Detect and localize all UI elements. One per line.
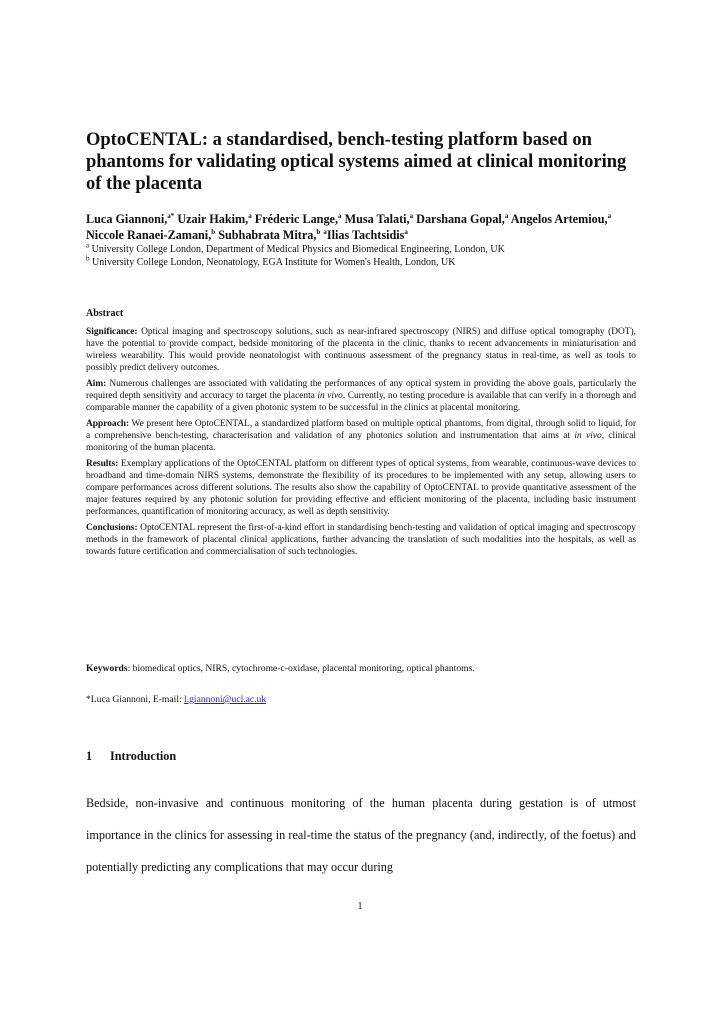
- abstract-label: Conclusions:: [86, 523, 138, 533]
- abstract-heading: Abstract: [86, 308, 124, 319]
- author-name: Fréderic Lange,: [254, 212, 339, 226]
- author-name: Subhabrata Mitra,: [218, 228, 317, 242]
- email-link[interactable]: l.giannoni@ucl.ac.uk: [184, 694, 267, 705]
- body-paragraph: Bedside, non-invasive and continuous monitoring of the human placenta during gestation is of utmost importance in the clinics for assessing in real-time the status of the pregnancy (and, indirectly, of the foetus) and potentially predicting any complications that may occur during: [86, 796, 636, 874]
- author-name: Darshana Gopal,: [416, 212, 505, 226]
- abstract-approach: [86, 418, 636, 454]
- affiliation-list: [86, 243, 646, 269]
- abstract-label: Approach:: [86, 419, 130, 429]
- section-number: 1: [86, 749, 93, 763]
- author-affiliation-mark: b: [316, 227, 321, 236]
- author-name: Musa Talati,: [344, 212, 410, 226]
- abstract-text: We present here OptoCENTAL, a standardized platform based on multiple optical phantoms, from digital, through solid to liquid, for a comprehensive bench-testing, characterisation and validation of any photonics solution and instrumentation that aims at: [86, 419, 636, 441]
- author-name: Luca Giannoni,: [86, 212, 168, 226]
- corresponding-author-name: *Luca Giannoni: [86, 694, 149, 705]
- author-affiliation-mark: a*: [167, 211, 175, 220]
- abstract-text: Exemplary applications of the OptoCENTAL platform on different types of optical systems, from wearable, continuous-wave devices to broadband and time-domain NIRS systems, demonstrate the flexibility of its procedures to be implemented with any setup, allowing users to compare performances across different solutions. The results also show the capability of OptoCENTAL to provide quantitative assessment of the major features required by any photonic solution for providing effective and efficient monitoring of the placenta, including basic instrument performances, quantification of monitoring accuracy, as well as depth sensitivity.: [86, 459, 636, 517]
- abstract-significance: [86, 326, 636, 374]
- affiliation: [86, 256, 646, 269]
- keywords-label: Keywords: [86, 663, 128, 674]
- abstract-text: OptoCENTAL represent the first-of-a-kind effort in standardising bench-testing and validation of optical imaging and spectroscopy methods in the framework of placental clinical applications, further advancing the translation of such modalities into the hospitals, as well as towards future certification and commercialisation of such technologies.: [86, 523, 636, 557]
- abstract-text: , clinical monitoring of the human placenta.: [86, 431, 636, 453]
- author-affiliation-mark: a: [323, 227, 327, 236]
- abstract-text: Numerous challenges are associated with validating the performances of any optical system in providing the above goals, particularly the required depth sensitivity and accuracy to target the placenta: [86, 379, 637, 401]
- author-list: [86, 211, 646, 243]
- affiliation-mark: a: [86, 241, 90, 250]
- author-affiliation-mark: a: [607, 211, 612, 220]
- email-label: , E-mail:: [148, 694, 185, 705]
- section-heading: [86, 749, 176, 764]
- author-affiliation-mark: a: [248, 211, 252, 220]
- abstract-text: . Currently, no testing procedure is available that can verify in a thorough and comparable manner the capability of a given photonic system to be successful in the clinics at placental monitoring.: [86, 391, 637, 413]
- affiliation-text: University College London, Neonatology, EGA Institute for Women's Health, London, UK: [92, 257, 456, 268]
- author-name: Angelos Artemiou,: [510, 212, 608, 226]
- abstract-italic-text: in vivo: [574, 431, 602, 441]
- abstract-results: [86, 458, 636, 518]
- section-title: Introduction: [110, 749, 177, 763]
- abstract-label: Significance:: [86, 327, 138, 337]
- paper-title: OptoCENTAL: a standardised, bench-testing platform based on phantoms for validating optical systems aimed at clinical monitoring of the placenta: [86, 130, 627, 194]
- abstract-body: [86, 326, 636, 562]
- affiliation: [86, 243, 646, 256]
- abstract-aim: [86, 378, 636, 414]
- keywords-text: : biomedical optics, NIRS, cytochrome-c-oxidase, placental monitoring, optical phantoms.: [127, 663, 475, 674]
- abstract-text: Optical imaging and spectroscopy solutions, such as near-infrared spectroscopy (NIRS) and diffuse optical tomography (DOT), have the potential to provide compact, bedside monitoring of the placenta in the clinic, thanks to recent advancements in miniaturisation and wireless wearability. This would provide neonatologist with continuous assessment of the pregnancy status in real-time, as well as tools to possibly predict delivery outcomes.: [86, 327, 636, 373]
- corresponding-author: [86, 694, 266, 705]
- abstract-label: Results:: [86, 459, 119, 469]
- page-number: 1: [357, 901, 363, 912]
- author-name: Ilias Tachtsidis: [326, 228, 405, 242]
- abstract-italic-text: in vivo: [317, 391, 343, 401]
- author-name: Uzair Hakim,: [177, 212, 249, 226]
- author-affiliation-mark: a: [404, 227, 408, 236]
- affiliation-mark: b: [86, 254, 90, 263]
- affiliation-text: University College London, Department of Medical Physics and Biomedical Engineering, London, UK: [91, 244, 505, 255]
- abstract-conclusions: [86, 522, 636, 558]
- abstract-label: Aim:: [86, 379, 107, 389]
- keywords: [86, 663, 636, 674]
- author-affiliation-mark: a: [338, 211, 342, 220]
- author-affiliation-mark: a: [409, 211, 414, 220]
- author-name: Niccole Ranaei-Zamani,: [86, 228, 212, 242]
- author-affiliation-mark: b: [211, 227, 216, 236]
- author-affiliation-mark: a: [504, 211, 509, 220]
